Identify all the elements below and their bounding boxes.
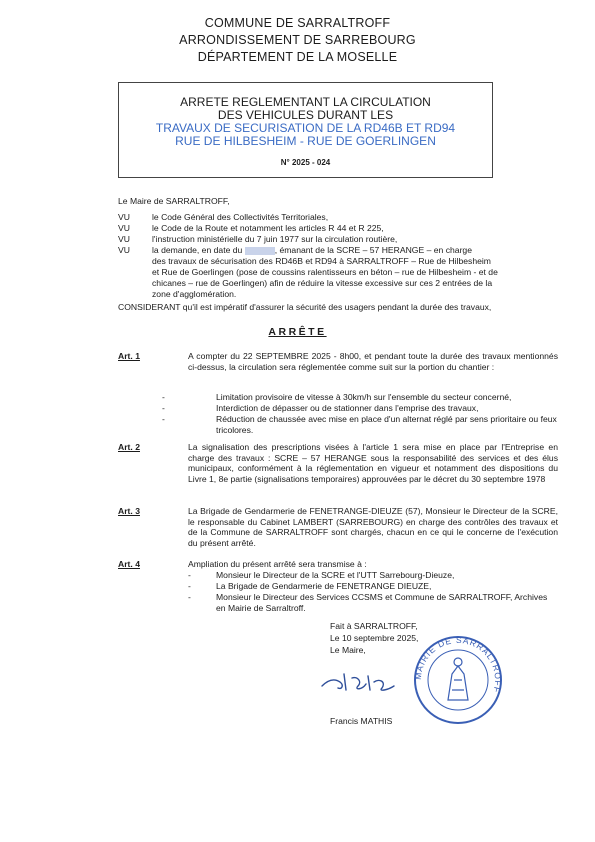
vu-demande-line: et Rue de Goerlingen (pose de coussins ralentisseurs en béton – rue de Hilbesheim - et de (152, 267, 498, 277)
vu-label: VU (118, 234, 130, 244)
signature-name: Francis MATHIS (330, 716, 393, 726)
signature-place: Fait à SARRALTROFF, (330, 621, 418, 631)
article-4-bullet: La Brigade de Gendarmerie de FENETRANGE DIEUZE, (216, 581, 432, 591)
vu-label: VU (118, 245, 130, 255)
signature-date: Le 10 septembre 2025, (330, 633, 419, 643)
article-1-bullet: Interdiction de dépasser ou de stationner dans l'emprise des travaux, (216, 403, 479, 413)
article-4-bullet: Monsieur le Directeur des Services CCSMS et Commune de SARRALTROFF, Archives en Mairie de Sarraltroff. (216, 592, 548, 613)
article-4-label: Art. 4 (118, 559, 140, 569)
arrete-number: N° 2025 - 024 (280, 158, 331, 167)
vu-demande-line: chicanes – rue de Goerlingen) afin de réduire la vitesse excessive sur ces 2 entrées de la (152, 278, 493, 288)
departement-title: DÉPARTEMENT DE LA MOSELLE (197, 50, 398, 64)
vu-label: VU (118, 212, 130, 222)
article-3-text: La Brigade de Gendarmerie de FENETRANGE-DIEUZE (57), Monsieur le Directeur de la SCRE, le responsable du Cabinet LAMBERT (SARREBOURG) en charge des contrôles des travaux et de la Commune de SARRALTROFF sont chargés, chacun en ce qui le concerne de l'exécution du présent arrêté. (188, 506, 558, 548)
article-2-label: Art. 2 (118, 442, 140, 452)
article-1-text: A compter du 22 SEPTEMBRE 2025 - 8h00, et pendant toute la durée des travaux mentionnés ci-dessus, la circulation sera réglementée comme suit sur la portion du chantier : (188, 351, 558, 372)
title-line-1: ARRETE REGLEMENTANT LA CIRCULATION (180, 95, 431, 109)
vu-demande-end: , émanant de la SCRE – 57 HERANGE – en charge (274, 245, 472, 255)
vu-demande-line-1 (152, 245, 472, 256)
vu-demande-line: des travaux de sécurisation des RD46B et RD94 à SARRALTROFF – Rue de Hilbesheim (152, 256, 491, 266)
vu-item: l'instruction ministérielle du 7 juin 1977 sur la circulation routière, (152, 234, 398, 244)
article-2-text: La signalisation des prescriptions visées à l'article 1 sera mise en place par l'Entreprise en charge des travaux : SCRE – 57 HERANGE sous la responsabilité des services et des élus municipaux, conformément à la réglementation en vigueur et notamment des dispositions du Livre 1, 8e partie (signalisations temporaires) approuvées par le décret du 30 septembre 1978 (188, 442, 558, 484)
arrondissement-title: ARRONDISSEMENT DE SARREBOURG (179, 33, 416, 47)
article-4-bullet: Monsieur le Directeur de la SCRE et l'UTT Sarrebourg-Dieuze, (216, 570, 455, 580)
handwritten-signature (318, 668, 398, 696)
title-line-2: DES VEHICULES DURANT LES (217, 108, 394, 122)
title-line-3: TRAVAUX DE SECURISATION DE LA RD46B ET RD94 (155, 121, 456, 135)
vu-demande-line: zone d'agglomération. (152, 289, 237, 299)
vu-item: le Code Général des Collectivités Territoriales, (152, 212, 329, 222)
title-box (118, 82, 493, 178)
article-1-label: Art. 1 (118, 351, 140, 361)
article-1-bullet: Limitation provisoire de vitesse à 30km/h sur l'ensemble du secteur concerné, (216, 392, 512, 402)
arrete-heading: ARRÊTE (268, 326, 327, 338)
redacted-date (245, 247, 275, 255)
stamp-text: MAIRIE DE SARRALTROFF (412, 634, 504, 695)
article-3-label: Art. 3 (118, 506, 140, 516)
considerant: CONSIDERANT qu'il est impératif d'assurer la sécurité des usagers pendant la durée des travaux, (118, 302, 492, 312)
intro-maire: Le Maire de SARRALTROFF, (118, 196, 230, 206)
title-line-4: RUE DE HILBESHEIM - RUE DE GOERLINGEN (175, 134, 436, 148)
article-1-bullet: Réduction de chaussée avec mise en place d'un alternat réglé par sens prioritaire ou feux tricolores. (216, 414, 557, 435)
signature-role: Le Maire, (330, 645, 366, 655)
vu-demande-start: la demande, en date du (152, 245, 243, 255)
mairie-stamp (412, 634, 504, 726)
svg-text:MAIRIE DE SARRALTROFF (413, 635, 503, 694)
vu-item: le Code de la Route et notamment les articles R 44 et R 225, (152, 223, 384, 233)
article-4-text: Ampliation du présent arrêté sera transmise à : (188, 559, 367, 569)
commune-title: COMMUNE DE SARRALTROFF (204, 16, 391, 30)
vu-label: VU (118, 223, 130, 233)
